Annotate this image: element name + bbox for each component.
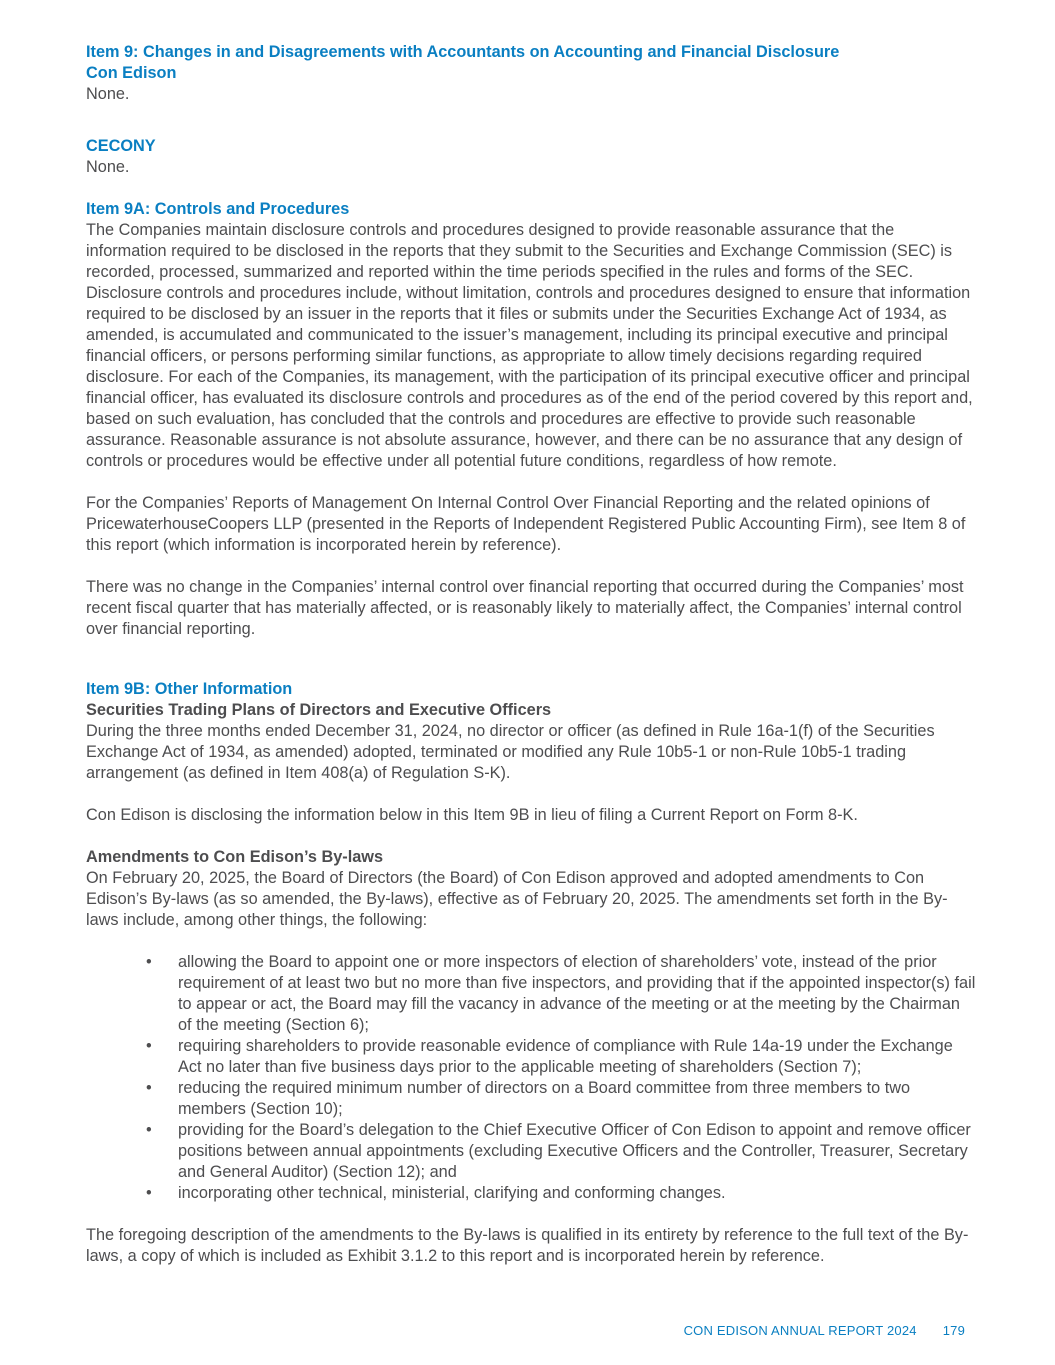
- list-item: [86, 1036, 976, 1078]
- item9-heading: Item 9: Changes in and Disagreements with Accountants on Accounting and Financial Disclosure: [86, 43, 840, 61]
- bullet-icon: •: [146, 1079, 152, 1097]
- item9b-heading: Item 9B: Other Information: [86, 680, 293, 698]
- item9a-paragraph: For the Companies’ Reports of Management On Internal Control Over Financial Reporting and the related opinions of PricewaterhouseCoopers LLP (presented in the Reports of Independent Registered Public Accounting Firm), see Item 8 of this report (which information is incorporated herein by reference).: [86, 494, 966, 554]
- list-item: [86, 1183, 976, 1204]
- con-edison-text: None.: [86, 85, 130, 103]
- item9a-heading: Item 9A: Controls and Procedures: [86, 200, 350, 218]
- item9a-paragraph: The Companies maintain disclosure controls and procedures designed to provide reasonable assurance that the information required to be disclosed in the reports that they submit to the Securities and Exchange Commission (SEC) is recorded, processed, summarized and reported within the time periods specified in the rules and forms of the SEC. Disclosure controls and procedures include, without limitation, controls and procedures designed to ensure that information required to be disclosed by an issuer in the reports that it files or submits under the Securities Exchange Act of 1934, as amended, is accumulated and communicated to the issuer’s management, including its principal executive and principal financial officers, or persons performing similar functions, as appropriate to allow timely decisions regarding required disclosure. For each of the Companies, its management, with the participation of its principal executive officer and principal financial officer, has evaluated its disclosure controls and procedures as of the end of the period covered by this report and, based on such evaluation, has concluded that the controls and procedures are effective to provide such reasonable assurance. Reasonable assurance is not absolute assurance, however, and there can be no assurance that any design of controls or procedures would be effective under all potential future conditions, regardless of how remote.: [86, 221, 973, 470]
- cecony-label: CECONY: [86, 137, 156, 155]
- list-item-text: providing for the Board’s delegation to the Chief Executive Officer of Con Edison to appoint and remove officer positions between annual appointments (excluding Executive Officers and the Controller, Treasurer, Secretary and General Auditor) (Section 12); and: [178, 1121, 971, 1181]
- bullet-icon: •: [146, 1121, 152, 1139]
- item9a-paragraph: There was no change in the Companies’ internal control over financial reporting that occurred during the Companies’ most recent fiscal quarter that has materially affected, or is reasonably likely to materially affect, the Companies’ internal control over financial reporting.: [86, 578, 964, 638]
- trading-plans-text: During the three months ended December 31, 2024, no director or officer (as defined in Rule 16a-1(f) of the Securities Exchange Act of 1934, as amended) adopted, terminated or modified any Rule 10b5-1 or non-Rule 10b5-1 trading arrangement (as defined in Item 408(a) of Regulation S-K).: [86, 722, 935, 782]
- list-item-text: allowing the Board to appoint one or more inspectors of election of shareholders’ vote, instead of the prior requirement of at least two but no more than five inspectors, and providing that if the appointed inspector(s) fail to appear or act, the Board may fill the vacancy in advance of the meeting or at the meeting by the Chairman of the meeting (Section 6);: [178, 953, 976, 1034]
- bullet-icon: •: [146, 1037, 152, 1055]
- list-item: [86, 952, 976, 1036]
- footer-report-title: CON EDISON ANNUAL REPORT 2024: [683, 1323, 917, 1338]
- disclosure-text: Con Edison is disclosing the information below in this Item 9B in lieu of filing a Current Report on Form 8-K.: [86, 806, 858, 824]
- bylaws-intro: On February 20, 2025, the Board of Directors (the Board) of Con Edison approved and adopted amendments to Con Edison’s By-laws (as so amended, the By-laws), effective as of February 20, 2025. The amendments set forth in the By-laws include, among other things, the following:: [86, 869, 948, 929]
- bylaws-subheading: Amendments to Con Edison’s By-laws: [86, 848, 384, 866]
- bullet-icon: •: [146, 953, 152, 971]
- list-item-text: requiring shareholders to provide reasonable evidence of compliance with Rule 14a-19 under the Exchange Act no later than five business days prior to the applicable meeting of shareholders (Section 7);: [178, 1037, 953, 1076]
- document-page: [86, 42, 976, 1267]
- trading-plans-subheading: Securities Trading Plans of Directors and Executive Officers: [86, 701, 552, 719]
- bylaws-amendments-list: [86, 952, 976, 1204]
- page-number: 179: [942, 1323, 965, 1338]
- list-item: [86, 1120, 976, 1183]
- list-item: [86, 1078, 976, 1120]
- cecony-text: None.: [86, 158, 130, 176]
- page-footer: [684, 1320, 965, 1341]
- closing-text: The foregoing description of the amendments to the By-laws is qualified in its entirety by reference to the full text of the By-laws, a copy of which is included as Exhibit 3.1.2 to this report and is incorporated herein by reference.: [86, 1226, 969, 1265]
- con-edison-label: Con Edison: [86, 64, 177, 82]
- list-item-text: incorporating other technical, ministerial, clarifying and conforming changes.: [178, 1184, 726, 1202]
- bullet-icon: •: [146, 1184, 152, 1202]
- list-item-text: reducing the required minimum number of directors on a Board committee from three members to two members (Section 10);: [178, 1079, 911, 1118]
